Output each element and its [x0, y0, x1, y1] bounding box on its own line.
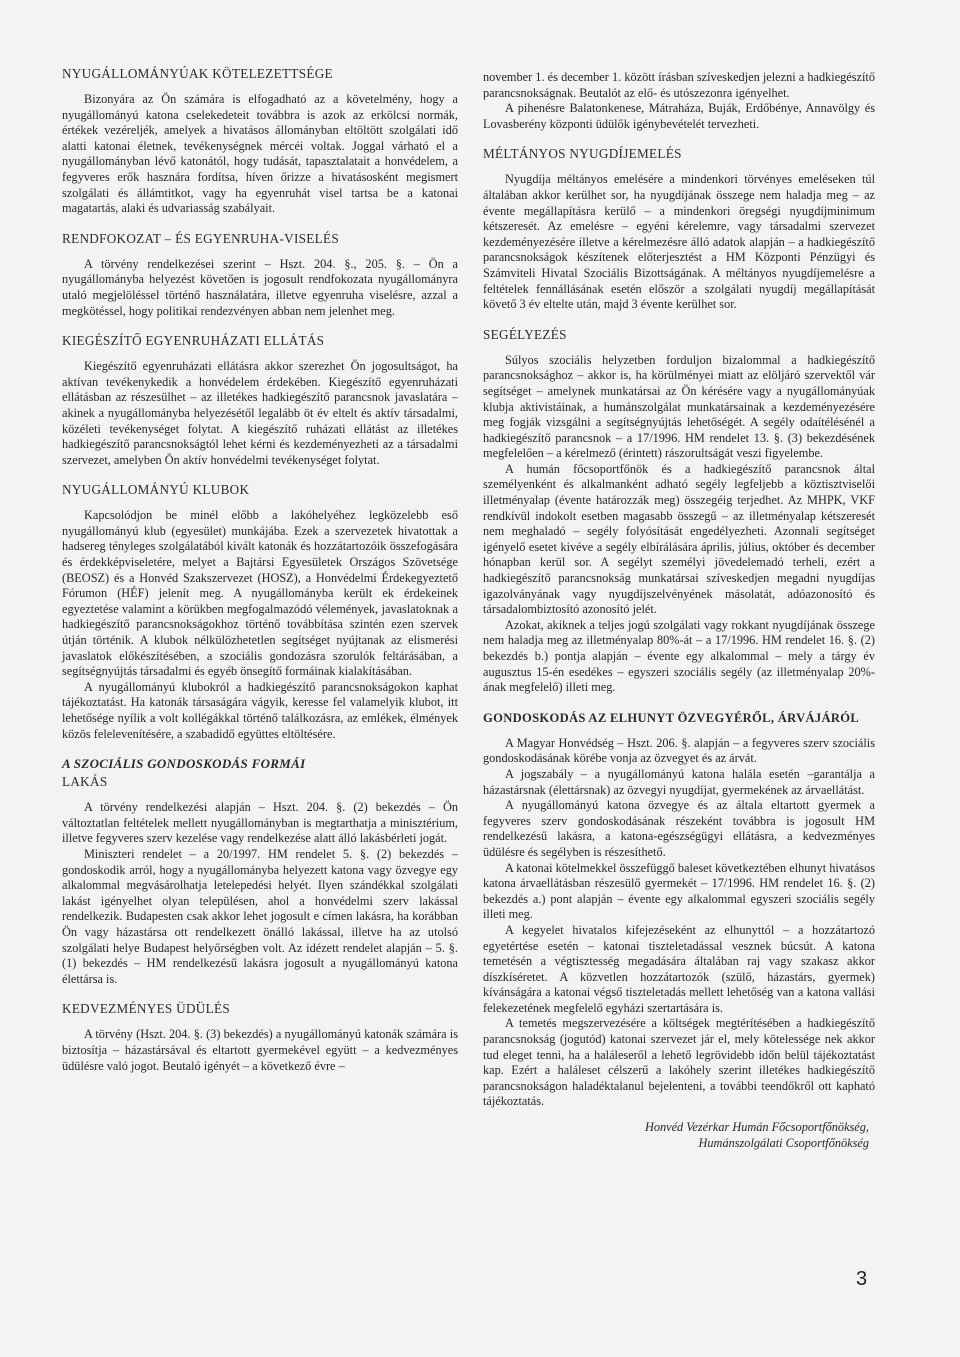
signature-line: Humánszolgálati Csoportfőnökség: [698, 1135, 869, 1150]
paragraph: Azokat, akiknek a teljes jogú szolgálati vagy rokkant nyugdíjának összege nem haladja meg az illetményalap 80%-át – a 17/1996. HM rendelet 16. §. (2) bekezdés b.) pontja alapján – évente egy alkalommal – mely a tárgy év augusztus 15-én esedékes – egyszeri szociális segély (az illetményalap 20%-ának megfelelő) illeti meg.: [483, 617, 875, 695]
paragraph: A jogszabály – a nyugállományú katona halála esetén –garantálja a házastársnak (élettársnak) az özvegyi nyugdíjat, gyermekének az árvaellátást.: [483, 766, 875, 797]
section-title-social-care: A SZOCIÁLIS GONDOSKODÁS FORMÁI: [62, 756, 306, 772]
paragraph: A törvény rendelkezési alapján – Hszt. 204. §. (2) bekezdés – Ön változtatlan feltételek mellett nyugállományban is megtarthatja a minisztérium, illetve fegyveres szerv kezelése vagy rendelkezése alatt álló lakásbérleti jogát.: [62, 800, 458, 846]
paragraph: Súlyos szociális helyzetben forduljon bizalommal a hadkiegészítő parancsnoksághoz – akkor is, ha körülményei miatt az elöljáró szervektől vár segítséget – amelynek munkatársai az Ön kérésére vagy a nyugállományúak klubja aktivistáinak, a humánszolgálat munkatársainak a kezdeményezésére meg fogják vizsgálni a segítségnyújtás lehetőségét. A segély odaítélésénél a hadkiegészítő parancsnok – a 17/1996. HM rendelet 13. §. (3) bekezdésének megfelelően – a kérelmező (érintett) rászorultságát veszi figyelembe.: [483, 352, 875, 461]
paragraph: A kegyelet hivatalos kifejezéseként az elhunyttól – a hozzátartozó egyetértése esetén – katonai tiszteletadással vesznek búcsút. A katona temetésén a végtisztesség megadására általában raj vagy szakasz akkor díszkíséretet. A közvetlen hozzátartozók (szülő, házastárs, gyermek) kívánságára a katonai végső tiszteletadás mellett lehetőség van a katona vallási felekezetének megfelelő egyházi szertartására is.: [483, 922, 875, 1015]
subsection-title-housing: LAKÁS: [62, 774, 108, 790]
signature-block: [483, 1120, 875, 1151]
paragraph: A temetés megszervezésére a költségek megtérítésében a hadkiegészítő parancsnokság (jogutód) katonai szervezet jár el, mely kötelessége nek akkor tud eleget tenni, ha a haláleseről a lehető legrövidebb időn belül tájékoztatást kap. Ezért a haláleset célszerű a lakóhely szerint illetékes hadkiegészítő parancsnokságon haladéktalanul bejelenteni, a további teendőkről ott kapható tájékoztatás.: [483, 1016, 875, 1109]
section-title-clubs: NYUGÁLLOMÁNYÚ KLUBOK: [62, 482, 250, 498]
paragraph: Bizonyára az Ön számára is elfogadható az a követelmény, hogy a nyugállományú katona cselekedeteit továbbra is azok az erkölcsi normák, értékek vezéreljék, amelyek a hivatásos állományban eltöltött szolgálati idő alatti katonai életnek, tevékenységnek mércéi voltak. Joggal várható el a nyugállományban lévő katonától, hogy tudását, tapasztalatait a honvédelem, a fegyveres erők hasznára fordítsa, híven őrizze a hivatásosként megismert szolgálati és állámtitkot, vagy ha egyenruhát visel tartsa be a katonai magatartás, alaki és udvariasság szabályait.: [62, 92, 458, 216]
section-title-uniform-supply: KIEGÉSZÍTŐ EGYENRUHÁZATI ELLÁTÁS: [62, 333, 325, 349]
paragraph: A nyugállományú katona özvegye és az általa eltartott gyermek a fegyveres szerv gondoskodásának részeként továbbra is jogosult HM rendelkezésű lakásra, a katona-egészségügyi ellátásra, a kedvezményes üdülésre és segélyben is részesíthető.: [483, 798, 875, 859]
paragraph: A nyugállományú klubokról a hadkiegészítő parancsnokságokon kaphat tájékoztatást. Ha katonák társaságára vágyik, keresse fel valamelyik klubot, itt lehetősége nyílik a volt kollégákkal történő találkozásra, az emlékek, élmények közös felelevenítésére, a szabadidő együttes eltöltésére.: [62, 679, 458, 741]
paragraph: A törvény (Hszt. 204. §. (3) bekezdés) a nyugállományú katonák számára is biztosítja – házastársával és eltartott gyermekével együtt – a kedvezményes üdülésre való jogot. Beutaló igényét – a következő évre –: [62, 1027, 458, 1073]
paragraph: A pihenésre Balatonkenese, Mátraháza, Buják, Erdőbénye, Annavölgy és Lovasberény központi üdülők igénybevételét tervezheti.: [483, 101, 875, 131]
section-title-widows-orphans: GONDOSKODÁS AZ ELHUNYT ÖZVEGYÉRŐL, ÁRVÁJÁRÓL: [483, 710, 860, 725]
signature-line: Honvéd Vezérkar Humán Főcsoportfőnökség,: [644, 1120, 869, 1135]
paragraph: A Magyar Honvédség – Hszt. 206. §. alapján – a fegyveres szerv szociális gondoskodásának körébe vonja az özvegyet és az árvát.: [483, 735, 875, 766]
page-number: 3: [856, 1268, 868, 1290]
section-title-aid: SEGÉLYEZÉS: [483, 326, 567, 342]
section-title-rank-uniform: RENDFOKOZAT – ÉS EGYENRUHA-VISELÉS: [62, 230, 340, 246]
section-title-pension-raise: MÉLTÁNYOS NYUGDÍJEMELÉS: [483, 146, 682, 162]
section-title-holiday: KEDVEZMÉNYES ÜDÜLÉS: [62, 1001, 230, 1017]
paragraph: A törvény rendelkezései szerint – Hszt. 204. §., 205. §. – Ön a nyugállományba helyezést követően is jogosult rendfokozata nyugállományra utaló megjelöléssel történő használatára, illetve egyenruha viselésre, azzal a megkötéssel, hogy politikai rendezvényen abban nem jelenhet meg.: [62, 256, 458, 318]
paragraph: A katonai kötelmekkel összefüggő baleset következtében elhunyt hivatásos katona árvaellátásban részesülő gyermekét – 17/1996. HM rendelet 16. §. (2) bekezdés a.) pont alapján – évente egy alkalommal egyszeri szociális segély illeti meg.: [483, 860, 875, 922]
right-column: [483, 70, 875, 1151]
left-column: [62, 66, 458, 1074]
paragraph: november 1. és december 1. között írásban szíveskedjen jelezni a hadkiegészítő parancsnokságnak. Beutalót az elő- és utószezonra igényelhet.: [483, 70, 875, 100]
paragraph: Miniszteri rendelet – a 20/1997. HM rendelet 5. §. (2) bekezdés – gondoskodik arról, hogy a nyugállományba helyezett katona vagy özvegye egy alkalommal megvásárolhatja letelepedési helyét. Ilyen szándékkal szolgálati lakást igényelhet olyan településen, ahol a honvédelmi szerv lakással rendelkezik. Budapesten csak akkor lehet jogosult e címen lakásra, ha korábban Ön vagy házastársa ott rendelkezett önálló lakással, illetve ha az utolsó szolgálati helye Budapest helyőrségben volt. Az idézett rendelet alapján – 5. §. (1) bekezdés – HM rendelkezésű lakásra jogosult a nyugállományú katona élettársa is.: [62, 846, 458, 986]
paragraph: Kiegészítő egyenruházati ellátásra akkor szerezhet Ön jogosultságot, ha aktívan tevékenykedik a honvédelem érdekében. Kiegészítő egyenruházati ellátásban az részesülhet – az illetékes hadkiegészítő parancsnok javaslatára – akinek a nyugállományba helyezésétől legalább öt év eltelt és aktív társadalmi, közéleti tevékenységet folytat. A kiegészítő ruházati ellátást az illetékes hadkiegészítő parancsnokságtól lehet kérni és kezdeményezheti az a társadalmi szervezet, amelyben Ön aktív honvédelmi tevékenységet folytat.: [62, 359, 458, 467]
paragraph: Kapcsolódjon be minél előbb a lakóhelyéhez legközelebb eső nyugállományú klub (egyesület) munkájába. Ezek a szervezetek hivatottak a hadsereg tényleges szolgálatából kivált katonák és hozzátartozóik összefogására és érdekképviseletére, melyet a Bajtársi Egyesületek Országos Szövetsége (BEOSZ) és a Honvéd Szakszervezet (HOSZ), a Honvédelmi Érdekegyeztető Fórumon (HÉF) jelenít meg. A nyugállományba került ek érdekeinek egyeztetése valamint a körükben megfogalmazódó vélemények, javaslatoknak a hadkiegészítő parancsnokságokhoz történő továbbítása szintén ezen szervek útján történik. A klubok nélkülözhetetlen segítséget nyújtanak az elismerési javaslatok előkészítésében, a szociális gondozásra szorulók feltárásában, a segítségnyújtás társadalmi és egyéb önsegítő formáinak kialakításában.: [62, 508, 458, 679]
paragraph: A humán főcsoportfőnök és a hadkiegészítő parancsnok által személyenként és alkalmanként adható segély legfeljebb a köztisztviselői illetményalap (évente határozzák meg) összegéig terjedhet. Az MHPK, VKF rendkívül indokolt esetben magasabb összegű – az illetményalap kétszeresét nem meghaladó – segély folyósítását engedélyezheti. Azonnali segítséget igényelő esetet kivéve a segély elbírálására április, július, október és december hónapban kerül sor. A segélyt személyi jövedelemadó terheli, ezért a hadkiegészítő parancsnokság munkatársai szíveskedjen megadni nyugdíjas igazolványának vagy nyugdíjszelvényének másolatát, adóazonosító és társadalombiztosító azonosító jelét.: [483, 461, 875, 617]
section-title-obligations: NYUGÁLLOMÁNYÚAK KÖTELEZETTSÉGE: [62, 66, 333, 81]
paragraph: Nyugdíja méltányos emelésére a mindenkori törvényes emeléseken túl általában akkor kerülhet sor, ha nyugdíjának összege nem haladja meg – az évente megállapításra kerülő – a mindenkori öregségi nyugdíjminimum kétszeresét. Az emelésre – egyéni kérelemre, vagy társadalmi szervezet kezdeményezésére illetve a kérelmezésre álló adatok alapján – a hadkiegészítő parancsnokságok készítenek előterjesztést a HM Központi Pénzügyi és Számviteli Hivatal Szociális Bizottságának. A méltányos nyugdíjemelésre a feltételek fennállásának esetén először a szolgálati nyugdíj megállapítását követő 3 év eltelte után, majd 3 évente kerülhet sor.: [483, 172, 875, 312]
